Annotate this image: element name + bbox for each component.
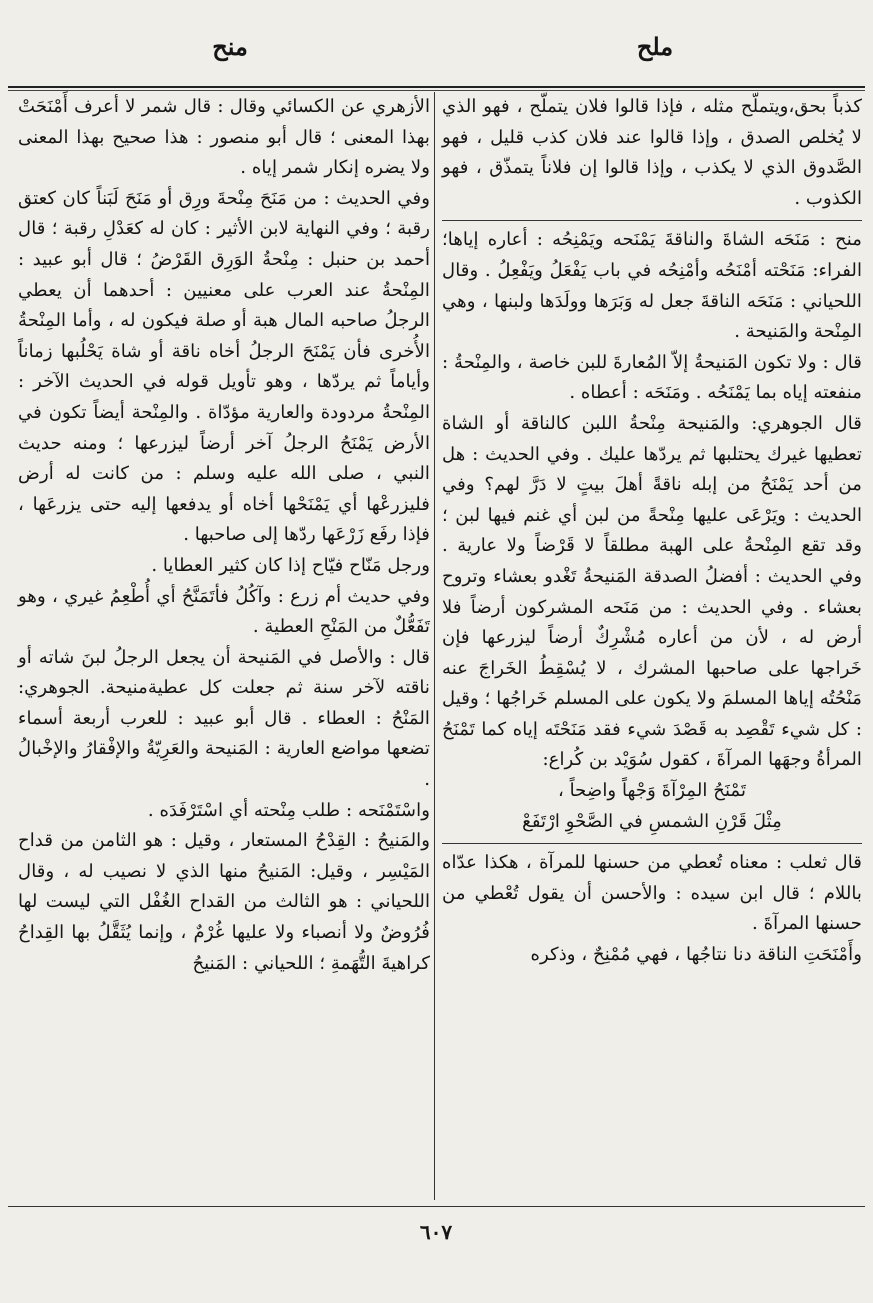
right-column: [442, 92, 862, 971]
paragraph: قال الجوهري: والمَنيحة مِنْحةُ اللبن كالناقة أو الشاة تعطيها غيرك يحتلبها ثم يردّها عليك . وفي الحديث : هل من أحد يَمْنَحُ من إبله ناقةً أهلَ بيتٍ لا دَرَّ لهم؟ وفي الحديث : ويَرْعَى عليها مِنْحةً من لبن أي غنم فيها لبن ؛ وقد تقع المِنْحةُ على الهبة مطلقاً لا قَرْضاً ولا عارية . وفي الحديث : أفضلُ الصدقة المَنيحةُ تَغْدو بعشاء وتروح بعشاء . وفي الحديث : من مَنَحه المشركون أرضاً فلا أرض له ، لأن من أعاره مُشْرِكٌ أرضاً ليزرعها فإن خَراجها على صاحبها المشرك ، لا يُسْقِطُ الخَراجَ عنه مَنْحُتُه إياها المسلمَ ولا يكون على المسلم خَراجُها ؛ وقيل : كل شيء تَقْصِد به قَصْدَ شيء فقد مَنَحْتَه إياه كما تَمْنَحُ المرأةُ وجهَها المرآةَ ، كقول سُوَيْد بن كُراع:: [442, 412, 862, 771]
left-column: [18, 92, 430, 979]
verse-line: تَمْنَحُ المِرْآةَ وَجْهاً واضِحاً ،: [557, 780, 747, 802]
paragraph: الأزهري عن الكسائي وقال : قال شمر لا أعرف أَمْنَحَتْ بهذا المعنى ؛ قال أبو منصور : هذا صحيح بهذا المعنى ولا يضره إنكار شمر إياه .: [18, 96, 430, 179]
paragraph: ورجل مَنّاح فيّاح إذا كان كثير العطايا .: [151, 554, 430, 576]
paragraph: قال : والأصل في المَنيحة أن يجعل الرجلُ لبنَ شاته أو ناقته لآخر سنة ثم جعلت كل عطيةمنيحة. الجوهري: المَنْحُ : العطاء . قال أبو عبيد : للعرب أربعة أسماء تضعها مواضع العارية : المَنيحة والعَرِيّةُ والإفْقارُ والإخْبالُ .: [18, 646, 430, 791]
verse-separator: [442, 843, 862, 844]
header-guide-word-right: ملح: [636, 32, 674, 61]
paragraph: وفي الحديث : من مَنَحَ مِنْحةَ ورِق أو مَنَحَ لَبَناً كان كعتق رقبة ؛ وفي النهاية لابن الأثير : كان له كعَدْلِ رقبة ؛ قال أحمد بن حنبل : مِنْحةُ الوَرِق القَرْضُ ؛ قال أبو عبيد : المِنْحةُ عند العرب على معنيين : أحدهما أن يعطي الرجلُ صاحبه المال هبة أو صلة فيكون له ، وأما المِنْحةُ الأُخرى فأن يَمْنَحَ الرجلُ أخاه ناقة أو شاة يَحْلُبها زماناً وأياماً ثم يردّها ، وهو تأويل قوله في الحديث الآخر : المِنْحةُ مردودة والعارية مؤدّاة . والمِنْحة أيضاً تكون في الأرض يَمْنَحُ الرجلُ آخر أرضاً ليزرعها ؛ ومنه حديث النبي ، صلى الله عليه وسلم : من كانت له أرض فليزرعْها أي يَمْنَحْها أخاه أو يدفعها إليه حتى يزرعَها ، فإذا رفَع زَرْعَها ردّها إلى صاحبها .: [18, 187, 430, 546]
entry-paragraph: منح : مَنَحَه الشاةَ والناقةَ يَمْنَحه ويَمْنِحُه : أعاره إياها؛ الفراء: مَنَحْته أمْنَحُه وأمْنِحُه في باب يَفْعَلُ ويَفْعِلُ . وقال اللحياني : مَنَحَه الناقةَ جعل له وَبَرَها وولَدَها ولبنها ، وهي المِنْحة والمَنيحة .: [442, 229, 862, 343]
paragraph: واسْتَمْنَحه : طلب مِنْحته أي اسْتَرْفَدَه .: [147, 799, 430, 821]
column-divider: [434, 92, 435, 1200]
paragraph: وأَمْنَحَتِ الناقة دنا نتاجُها ، فهي مُمْنِحٌ ، وذكره: [530, 944, 862, 966]
paragraph: وفي حديث أم زرع : وآكُلُ فأتَمَنَّحُ أي أُطْعِمُ غيري ، وهو تَفَعُّلٌ من المَنْحِ العطية .: [18, 585, 430, 638]
header-guide-word-left: منح: [212, 32, 248, 61]
paragraph: قال : ولا تكون المَنيحةُ إلاّ المُعارةَ للبن خاصة ، والمِنْحةُ : منفعته إياه بما يَمْنَحُه . ومَنَحَه : أعطاه .: [442, 351, 862, 404]
verse-line: مِثْلَ قَرْنِ الشمسِ في الصَّحْوِ ارْتَفَعْ: [522, 810, 782, 832]
paragraph: كذباً بحق،ويتملّح مثله ، فإذا قالوا فلان يتملّح ، فهو الذي لا يُخلص الصدق ، وإذا قالوا عند فلان كذب قليل ، فهو الصَّدوق الذي لا يكذب ، وإذا قالوا إن فلاناً يتمذّق ، فهو الكذوب .: [442, 96, 862, 209]
paragraph: والمَنيحُ : القِدْحُ المستعار ، وقيل : هو الثامن من قداح المَيْسِر ، وقيل: المَنيحُ منها الذي لا نصيب له ، وقال اللحياني : هو الثالث من القداح الغُفْل التي ليست لها فُرُوضٌ ولا أنصباء ولا عليها غُرْمٌ ، وإنما يُثَقَّلُ بها القِداحُ كراهيةَ التُّهَمةِ ؛ اللحياني : المَنيحُ: [18, 830, 430, 974]
header-rule-thin: [8, 90, 865, 91]
page-number: ٦٠٧: [419, 1220, 453, 1244]
entry-separator: [442, 220, 862, 221]
paragraph: قال ثعلب : معناه تُعطي من حسنها للمرآة ، هكذا عدّاه باللام ؛ قال ابن سيده : والأحسن أن يقول تُعْطي من حسنها المرآةَ .: [442, 852, 862, 935]
header-rule: [8, 86, 865, 88]
footer-rule: [8, 1206, 865, 1207]
